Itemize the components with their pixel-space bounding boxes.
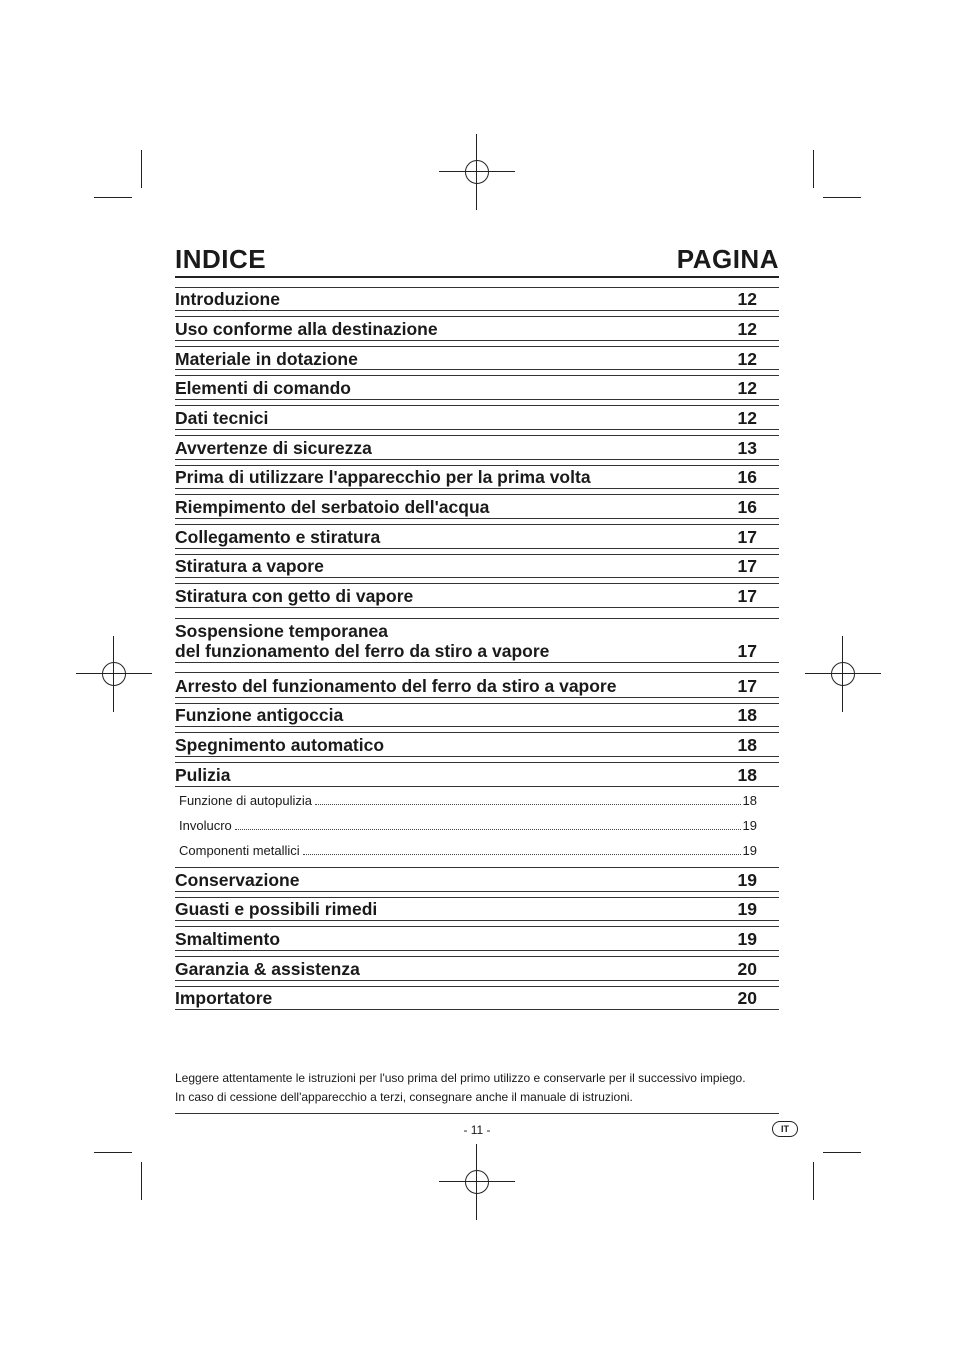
- toc-entry-page: 17: [737, 527, 757, 547]
- divider: [175, 346, 779, 347]
- toc-entry-page: 17: [737, 556, 757, 576]
- toc-entry-page: 13: [737, 438, 757, 458]
- divider: [175, 618, 779, 619]
- toc-subentry-page: 19: [742, 843, 757, 858]
- toc-entry-page: 12: [737, 378, 757, 398]
- toc-entry-page: 17: [737, 641, 757, 661]
- divider: [175, 956, 779, 957]
- toc-entry-label: Guasti e possibili rimedi: [175, 899, 378, 919]
- toc-title: INDICE: [175, 244, 267, 274]
- toc-entry-label: Spegnimento automatico: [175, 735, 385, 755]
- toc-entry-label: Stiratura a vapore: [175, 556, 324, 576]
- divider: [175, 897, 779, 898]
- divider: [175, 429, 779, 430]
- divider: [175, 524, 779, 525]
- toc-entry-label: Funzione antigoccia: [175, 705, 344, 725]
- toc-entry-page: 20: [737, 959, 757, 979]
- divider: [175, 986, 779, 987]
- divider: [175, 1009, 779, 1010]
- toc-entry-label: Materiale in dotazione: [175, 349, 358, 369]
- divider: [175, 554, 779, 555]
- crop-mark: [823, 1152, 861, 1153]
- divider: [175, 577, 779, 578]
- toc-subentry-page: 18: [742, 793, 757, 808]
- toc-subentry-page: 19: [742, 818, 757, 833]
- toc-entry-page: 20: [737, 988, 757, 1008]
- toc-subentry[interactable]: [179, 818, 757, 834]
- divider: [175, 786, 779, 787]
- toc-entry-label: Pulizia: [175, 765, 231, 785]
- toc-entry-page: 19: [737, 929, 757, 949]
- divider: [175, 732, 779, 733]
- page-column-label: PAGINA: [676, 244, 779, 274]
- toc-entry-label: Avvertenze di sicurezza: [175, 438, 372, 458]
- toc-entry-label: Uso conforme alla destinazione: [175, 319, 438, 339]
- crop-mark: [141, 1162, 142, 1200]
- divider: [175, 316, 779, 317]
- divider: [175, 950, 779, 951]
- toc-entry-label: Sospensione temporanea: [175, 621, 388, 641]
- toc-entry-label: Riempimento del serbatoio dell'acqua: [175, 497, 490, 517]
- divider: [175, 926, 779, 927]
- divider: [175, 287, 779, 288]
- crop-mark: [94, 197, 132, 198]
- toc-entry-page: 16: [737, 497, 757, 517]
- dot-leader: [303, 854, 741, 855]
- toc-entry-label: Stiratura con getto di vapore: [175, 586, 414, 606]
- divider: [175, 310, 779, 311]
- divider: [175, 756, 779, 757]
- divider: [175, 703, 779, 704]
- toc-entry-label: Prima di utilizzare l'apparecchio per la prima volta: [175, 467, 591, 487]
- toc-header: [175, 244, 779, 278]
- registration-mark-icon: [76, 636, 152, 712]
- toc-entry-label: del funzionamento del ferro da stiro a vapore: [175, 641, 550, 661]
- divider: [175, 920, 779, 921]
- divider: [175, 459, 779, 460]
- toc-entry-page: 12: [737, 319, 757, 339]
- dot-leader: [235, 829, 741, 830]
- divider: [175, 891, 779, 892]
- toc-entry-page: 12: [737, 289, 757, 309]
- toc-subentry-label: Involucro: [179, 818, 232, 833]
- toc-entry-label: Importatore: [175, 988, 273, 1008]
- toc-entry-page: 17: [737, 586, 757, 606]
- toc-entry-label: Dati tecnici: [175, 408, 269, 428]
- toc-entry-label: Collegamento e stiratura: [175, 527, 381, 547]
- divider: [175, 369, 779, 370]
- divider: [175, 435, 779, 436]
- divider: [175, 399, 779, 400]
- divider: [175, 867, 779, 868]
- toc-subentry-label: Funzione di autopulizia: [179, 793, 312, 808]
- toc-entry-page: 18: [737, 765, 757, 785]
- toc-entry-page: 12: [737, 349, 757, 369]
- toc-entry-page: 17: [737, 676, 757, 696]
- divider: [175, 465, 779, 466]
- language-badge: IT: [772, 1121, 798, 1137]
- divider: [175, 726, 779, 727]
- toc-entry-page: 16: [737, 467, 757, 487]
- divider: [175, 340, 779, 341]
- crop-mark: [94, 1152, 132, 1153]
- toc-entry-page: 19: [737, 899, 757, 919]
- toc-entry-label: Introduzione: [175, 289, 280, 309]
- footer-divider: [175, 1113, 779, 1114]
- toc-entry-label: Arresto del funzionamento del ferro da stiro a vapore: [175, 676, 617, 696]
- dot-leader: [315, 804, 741, 805]
- toc-entry-label: Conservazione: [175, 870, 300, 890]
- crop-mark: [141, 150, 142, 188]
- divider: [175, 405, 779, 406]
- divider: [175, 518, 779, 519]
- divider: [175, 662, 779, 663]
- toc-entry-page: 12: [737, 408, 757, 428]
- toc-subentry-label: Componenti metallici: [179, 843, 300, 858]
- divider: [175, 494, 779, 495]
- divider: [175, 375, 779, 376]
- divider: [175, 583, 779, 584]
- divider: [175, 672, 779, 673]
- divider: [175, 980, 779, 981]
- divider: [175, 762, 779, 763]
- toc-entry-page: 19: [737, 870, 757, 890]
- toc-subentry[interactable]: [179, 843, 757, 859]
- toc-entry-label: Smaltimento: [175, 929, 281, 949]
- crop-mark: [813, 1162, 814, 1200]
- divider: [175, 607, 779, 608]
- toc-entry-page: 18: [737, 735, 757, 755]
- crop-mark: [813, 150, 814, 188]
- registration-mark-icon: [439, 1144, 515, 1220]
- registration-mark-icon: [805, 636, 881, 712]
- footnote-line: Leggere attentamente le istruzioni per l'uso prima del primo utilizzo e conservarle per il successivo impiego.: [175, 1071, 746, 1085]
- toc-entry-label: Garanzia & assistenza: [175, 959, 360, 979]
- page-number: - 11 -: [463, 1123, 491, 1137]
- footnote-line: In caso di cessione dell'apparecchio a terzi, consegnare anche il manuale di istruzioni.: [175, 1090, 633, 1104]
- footnote: [175, 1069, 779, 1107]
- registration-mark-icon: [439, 134, 515, 210]
- toc-entry-page: 18: [737, 705, 757, 725]
- toc-entry-label: Elementi di comando: [175, 378, 351, 398]
- crop-mark: [823, 197, 861, 198]
- divider: [175, 488, 779, 489]
- toc-subentry[interactable]: [179, 793, 757, 809]
- divider: [175, 548, 779, 549]
- divider: [175, 697, 779, 698]
